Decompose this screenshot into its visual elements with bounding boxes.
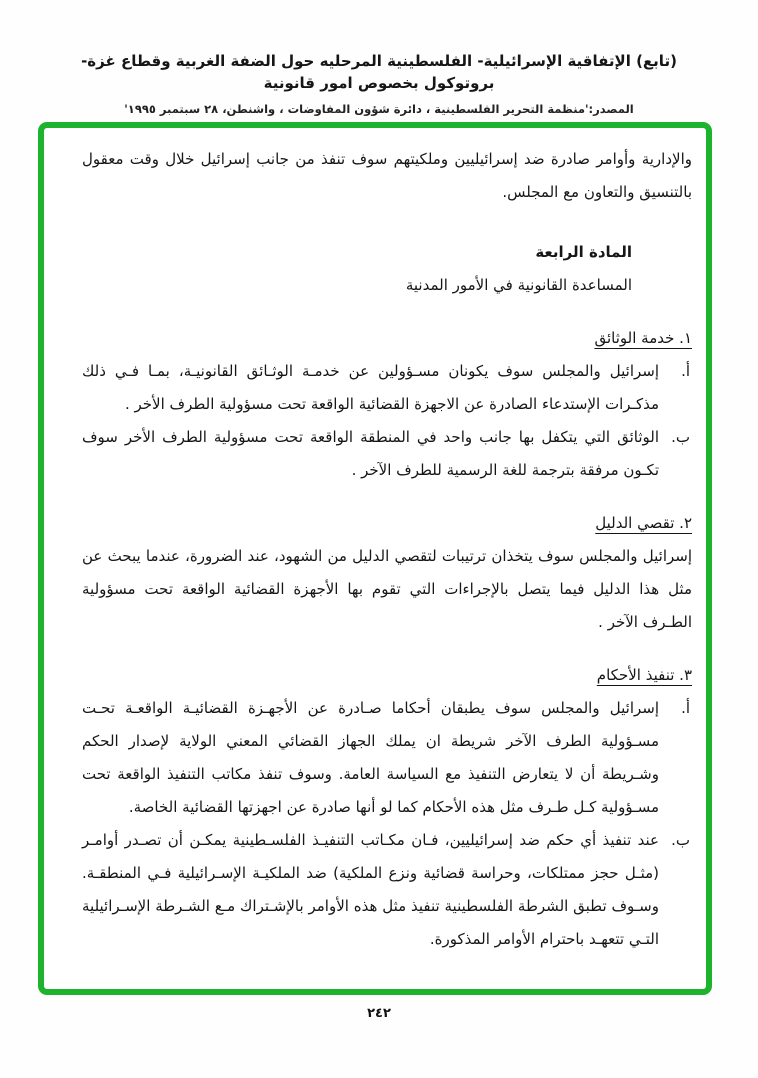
list-item-text: إسرائيل والمجلس سوف يكونان مسـؤولين عن خدمـة الوثـائق القانونيـة، بمـا فـي ذلك مذكـرات الإستدعاء الصادرة عن الاجهزة القضائية الواقعة تحت مسؤولية الطرف الأخر . (82, 362, 659, 413)
list-item (82, 692, 692, 824)
list-item-marker: ب. (671, 831, 690, 849)
list-item (82, 824, 692, 956)
list-item (82, 355, 692, 421)
list-item-text: إسرائيل والمجلس سوف يطبقان أحكاما صـادرة عن الأجهـزة القضائيـة الواقعـة تحـت مسـؤولية الطرف الآخر شريطة ان يملك الجهاز القضائي المعني الولاية لإصدار الحكم وشـريطة أن لا يتعارض التنفيذ مع السياسة العامة. وسوف تنفذ مكاتب التنفيذ الواقعة تحت مسـؤولية كـل طـرف مثل هذه الأحكام كما لو أنها صادرة عن اجهزتها القضائية الخاصة. (82, 699, 659, 816)
list-item-marker: أ. (681, 362, 690, 380)
section-1-heading: ١. خدمة الوثائق (594, 329, 692, 347)
section-3-heading: ٣. تنفيذ الأحكام (596, 666, 692, 684)
section-service-of-documents (82, 322, 692, 487)
list-item-marker: ب. (671, 428, 690, 446)
list-item-text: عند تنفيذ أي حكم ضد إسرائيليين، فـان مكـاتب التنفيـذ الفلسـطينية يمكـن أن تصـدر أوامـر (مثـل حجز ممتلكات، وحراسة قضائية ونزع الملكية) ضد الملكيـة الإسـرائيلية فـي المنطقـة. وسـوف تطبق الشرطة الفلسطينية تنفيذ مثل هذه الأوامر بالإشـتراك مـع الشـرطة الإسـرائيلية التـي تتعهـد باحترام الأوامر المذكورة. (82, 831, 659, 948)
document-body (44, 128, 706, 966)
article-title: المادة الرابعة (535, 243, 632, 261)
list-item-text: الوثائق التي يتكفل بها جانب واحد في المنطقة الواقعة تحت مسؤولية الطرف الأخر سوف تكـون مرفقة بترجمة للغة الرسمية للطرف الآخر . (82, 428, 659, 479)
article-subtitle: المساعدة القانونية في الأمور المدنية (405, 276, 632, 294)
document-title: (تابع) الإتفاقية الإسرائيلية- الفلسطينية المرحليه حول الضفة الغربية وقطاع غزة- بروتوكول بخصوص امور قانونية (81, 52, 677, 92)
section-execution-of-judgments (82, 659, 692, 956)
section-2-heading: ٢. تقصي الدليل (595, 514, 692, 532)
page-header (0, 50, 758, 116)
article-heading-block (82, 236, 692, 302)
list-item (82, 421, 692, 487)
section-2-paragraph: إسرائيل والمجلس سوف يتخذان ترتيبات لتقصي الدليل من الشهود، عند الضرورة، عندما يبحث عن مثل هذا الدليل فيما يتصل بالإجراءات التي تقوم بها الأجهزة القضائية الواقعة تحت مسؤولية الطـرف الآخر . (82, 547, 692, 631)
intro-paragraph: والإدارية وأوامر صادرة ضد إسرائيليين وملكيتهم سوف تنفذ من جانب إسرائيل خلال وقت معقول بالتنسيق والتعاون مع المجلس. (82, 150, 692, 201)
document-source-line: المصدر:'منظمة التحرير الفلسطينية ، دائرة شؤون المفاوضات ، واشنطن، ٢٨ سبتمبر ١٩٩٥' (124, 102, 634, 116)
green-border-frame (38, 122, 712, 995)
page-number: ٢٤٢ (367, 1006, 391, 1021)
list-item-marker: أ. (681, 699, 690, 717)
section-investigation-of-evidence (82, 507, 692, 639)
